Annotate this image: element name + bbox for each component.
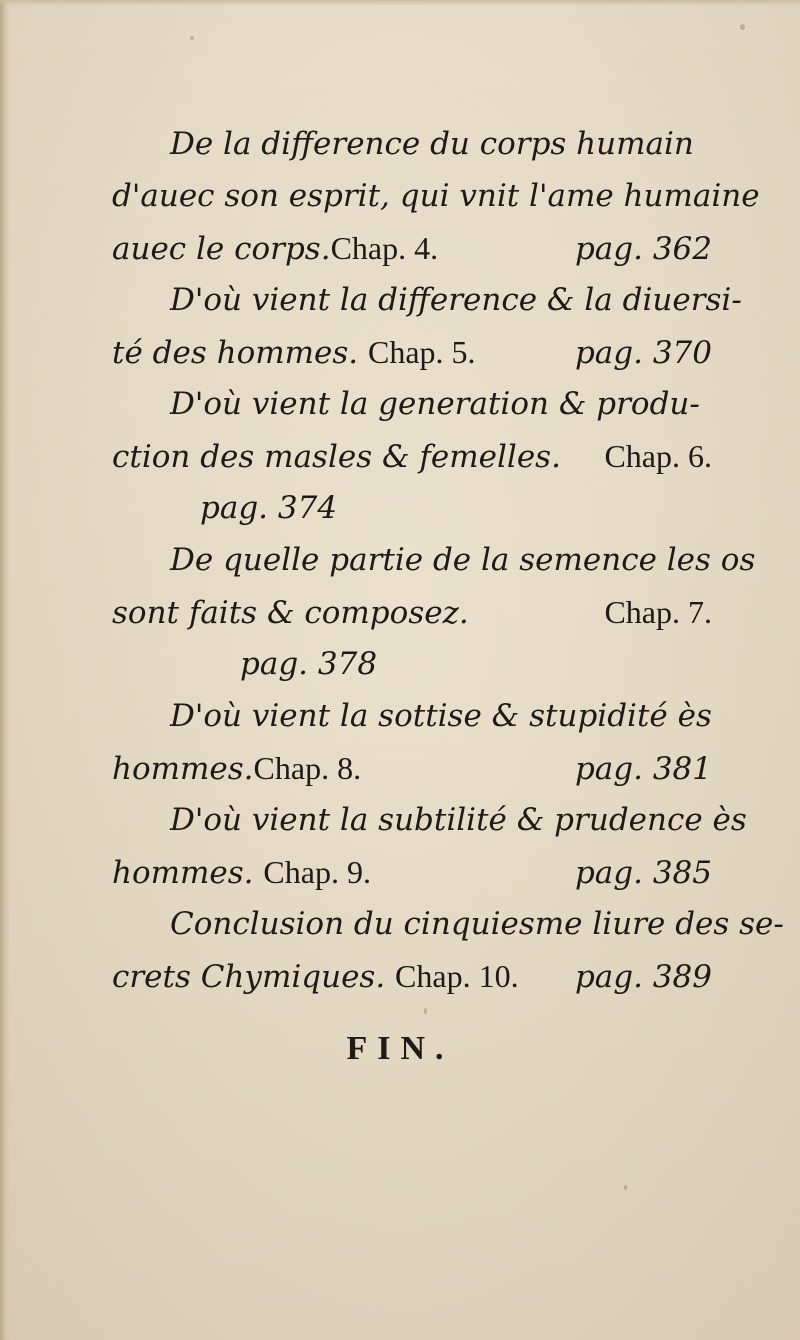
paper-stain	[190, 36, 194, 40]
toc-line	[112, 898, 784, 950]
toc-line	[112, 430, 712, 482]
toc-line	[112, 950, 712, 1002]
toc-page-number: pag. 370	[574, 335, 712, 371]
toc-chapter: Chap. 9.	[263, 854, 371, 890]
toc-line	[112, 794, 747, 846]
toc-title-text: D'où vient la generation & produ-	[170, 386, 700, 422]
toc-title-text: D'où vient la sottise & stupidité ès	[170, 698, 712, 734]
toc-line	[112, 378, 712, 430]
toc-line	[112, 482, 712, 534]
fin-label: FIN.	[346, 1030, 454, 1067]
toc-page-number: pag. 385	[574, 855, 712, 891]
toc-page-number: pag. 381	[574, 751, 712, 787]
toc-title-text: d'auec son esprit, qui vnit l'ame humaine	[112, 178, 760, 214]
toc-title-text: sont faits & composez.	[112, 595, 469, 631]
toc-page-number: pag. 374	[200, 490, 338, 526]
toc-title-text: hommes.	[112, 855, 254, 891]
toc-line	[112, 742, 712, 794]
toc-page-number: pag. 362	[574, 231, 712, 267]
toc-chapter: Chap. 5.	[368, 334, 476, 370]
toc-line	[112, 690, 712, 742]
toc-line	[112, 118, 712, 170]
toc-title-text: auec le corps.	[112, 231, 331, 267]
toc-chapter: Chap. 8.	[253, 750, 362, 786]
toc-title-text: hommes.	[112, 751, 254, 787]
toc-line	[112, 534, 756, 586]
toc-title-text: Conclusion du cinquiesme liure des se-	[170, 906, 784, 942]
toc-title-text: D'où vient la difference & la diuersi-	[170, 282, 742, 318]
toc-line	[112, 846, 712, 898]
paper-stain	[424, 1008, 427, 1014]
toc-line	[112, 326, 712, 378]
paper-stain	[740, 24, 745, 30]
toc-chapter: Chap. 4.	[330, 230, 439, 266]
page-top-shadow	[0, 0, 800, 6]
toc-title-text: D'où vient la subtilité & prudence ès	[170, 802, 747, 838]
toc-chapter: Chap. 6.	[604, 438, 712, 474]
toc-title-text: De quelle partie de la semence les os	[170, 542, 756, 578]
toc-title-text: crets Chymiques.	[112, 959, 386, 995]
toc-title-text: De la difference du corps humain	[170, 126, 694, 162]
toc-line	[112, 274, 742, 326]
toc-line	[112, 638, 712, 690]
toc-line	[112, 222, 712, 274]
toc-line	[112, 170, 760, 222]
toc-chapter: Chap. 7.	[604, 594, 712, 630]
table-of-contents	[112, 118, 784, 1002]
toc-chapter: Chap. 10.	[395, 958, 519, 994]
toc-title-text: ction des masles & femelles.	[112, 439, 561, 475]
paper-stain	[624, 1185, 627, 1190]
toc-line	[112, 586, 712, 638]
toc-page-number: pag. 378	[240, 646, 378, 682]
page-edge-shadow	[0, 0, 10, 1340]
toc-page-number: pag. 389	[574, 959, 712, 995]
toc-title-text: té des hommes.	[112, 335, 359, 371]
